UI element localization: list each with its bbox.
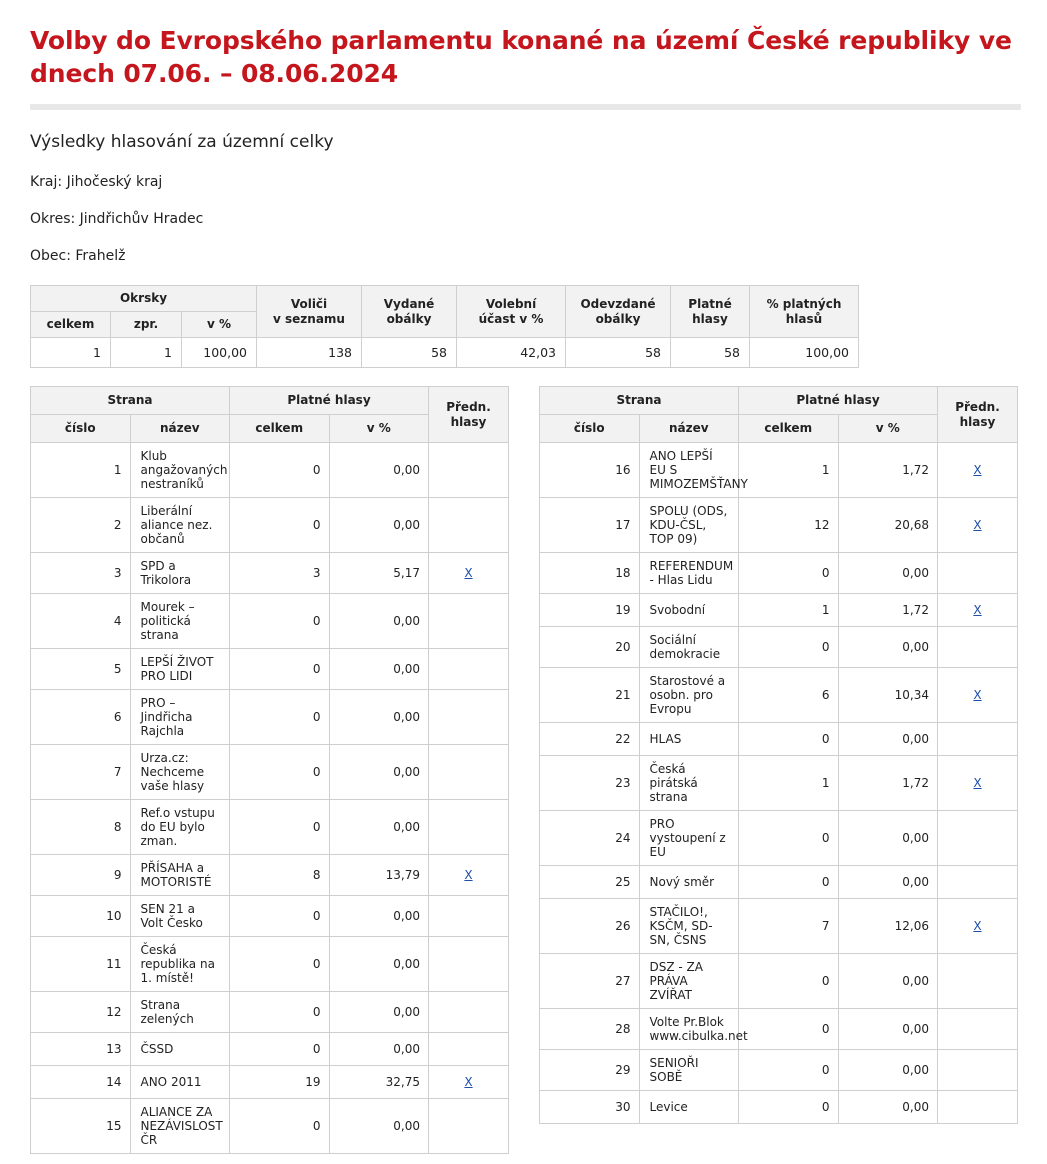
party-number: 27 [540, 954, 640, 1009]
party-votes-total: 1 [739, 594, 839, 627]
party-votes-total: 0 [739, 1050, 839, 1091]
table-row [540, 594, 1018, 627]
party-name: Levice [639, 1091, 739, 1124]
party-votes-percent: 0,00 [329, 1099, 429, 1154]
preferential-votes-link[interactable]: X [973, 463, 982, 477]
party-number: 7 [31, 745, 131, 800]
district-label: Okres: Jindřichův Hradec [30, 211, 204, 227]
party-votes-percent: 32,75 [329, 1066, 429, 1099]
party-number: 12 [31, 992, 131, 1033]
table-row [540, 443, 1018, 498]
party-number: 4 [31, 594, 131, 649]
summary-okrsky-zpr: 1 [111, 338, 182, 368]
table-row [31, 855, 509, 896]
preferential-votes-cell[interactable] [938, 899, 1018, 954]
municipality-label: Obec: Frahelž [30, 248, 126, 264]
party-votes-percent: 0,00 [329, 594, 429, 649]
party-votes-percent: 0,00 [329, 800, 429, 855]
party-number: 23 [540, 756, 640, 811]
party-votes-percent: 0,00 [329, 690, 429, 745]
summary-header-row-1 [31, 286, 859, 312]
party-votes-percent: 0,00 [329, 443, 429, 498]
party-name: ANO LEPŠÍ EU S MIMOZEMŠŤANY [639, 443, 739, 498]
party-name: PŘÍSAHA a MOTORISTÉ [130, 855, 230, 896]
party-votes-total: 7 [739, 899, 839, 954]
party-header-strana: Strana [540, 387, 739, 415]
party-name: STAČILO!, KSČM, SD-SN, ČSNS [639, 899, 739, 954]
preferential-votes-link[interactable]: X [973, 603, 982, 617]
party-rows-right [540, 443, 1018, 1124]
party-results-table-right [539, 386, 1018, 1124]
party-name: Liberální aliance nez. občanů [130, 498, 230, 553]
party-name: SPD a Trikolora [130, 553, 230, 594]
table-row [31, 649, 509, 690]
table-row [540, 1050, 1018, 1091]
preferential-votes-cell[interactable] [938, 594, 1018, 627]
party-votes-percent: 0,00 [838, 627, 938, 668]
party-name: SPOLU (ODS, KDU-ČSL, TOP 09) [639, 498, 739, 553]
party-name: Strana zelených [130, 992, 230, 1033]
preferential-votes-cell [938, 1009, 1018, 1050]
party-votes-total: 0 [230, 937, 330, 992]
party-name: Mourek – politická strana [130, 594, 230, 649]
table-row [31, 553, 509, 594]
preferential-votes-cell [429, 649, 509, 690]
party-votes-total: 0 [230, 1033, 330, 1066]
preferential-votes-cell [938, 954, 1018, 1009]
summary-value-row [31, 338, 859, 368]
preferential-votes-cell [938, 866, 1018, 899]
party-number: 24 [540, 811, 640, 866]
party-number: 1 [31, 443, 131, 498]
party-header-strana: Strana [31, 387, 230, 415]
preferential-votes-link[interactable]: X [973, 919, 982, 933]
party-name: DSZ - ZA PRÁVA ZVÍŘAT [639, 954, 739, 1009]
party-votes-percent: 5,17 [329, 553, 429, 594]
table-row [31, 1066, 509, 1099]
table-row [31, 992, 509, 1033]
party-header-nazev: název [130, 415, 230, 443]
preferential-votes-cell [938, 811, 1018, 866]
party-votes-total: 0 [739, 723, 839, 756]
table-row [540, 668, 1018, 723]
party-votes-percent: 0,00 [329, 649, 429, 690]
party-votes-total: 0 [230, 800, 330, 855]
party-number: 13 [31, 1033, 131, 1066]
preferential-votes-cell[interactable] [938, 498, 1018, 553]
party-number: 14 [31, 1066, 131, 1099]
party-number: 29 [540, 1050, 640, 1091]
party-header-celkem: celkem [230, 415, 330, 443]
party-number: 22 [540, 723, 640, 756]
party-header-platne-hlasy: Platné hlasy [230, 387, 429, 415]
party-name: Svobodní [639, 594, 739, 627]
region-label: Kraj: Jihočeský kraj [30, 174, 163, 190]
party-number: 15 [31, 1099, 131, 1154]
summary-procent-platnych: 100,00 [750, 338, 859, 368]
preferential-votes-cell [429, 1099, 509, 1154]
party-votes-total: 0 [230, 649, 330, 690]
table-row [540, 627, 1018, 668]
party-number: 11 [31, 937, 131, 992]
summary-header-odevzdane-obalky: Odevzdané obálky [566, 286, 671, 338]
summary-header-platne-hlasy: Platné hlasy [671, 286, 750, 338]
summary-odevzdane-obalky: 58 [566, 338, 671, 368]
table-row [31, 1099, 509, 1154]
preferential-votes-cell [429, 937, 509, 992]
preferential-votes-cell [429, 594, 509, 649]
preferential-votes-cell[interactable] [938, 668, 1018, 723]
party-votes-total: 0 [739, 954, 839, 1009]
party-votes-total: 1 [739, 443, 839, 498]
party-header-platne-hlasy: Platné hlasy [739, 387, 938, 415]
summary-header-volebni-ucast: Volební účast v % [457, 286, 566, 338]
party-votes-percent: 0,00 [838, 553, 938, 594]
party-number: 20 [540, 627, 640, 668]
party-votes-percent: 0,00 [329, 896, 429, 937]
party-number: 18 [540, 553, 640, 594]
party-votes-percent: 0,00 [838, 723, 938, 756]
party-name: Nový směr [639, 866, 739, 899]
party-votes-total: 0 [230, 594, 330, 649]
party-header-nazev: název [639, 415, 739, 443]
party-name: Sociální demokracie [639, 627, 739, 668]
party-votes-total: 12 [739, 498, 839, 553]
preferential-votes-cell[interactable] [938, 756, 1018, 811]
table-row [540, 811, 1018, 866]
table-row [540, 866, 1018, 899]
party-votes-percent: 1,72 [838, 443, 938, 498]
section-title: Výsledky hlasování za územní celky [30, 132, 334, 152]
party-name: LEPŠÍ ŽIVOT PRO LIDI [130, 649, 230, 690]
party-votes-percent: 10,34 [838, 668, 938, 723]
preferential-votes-cell[interactable] [429, 553, 509, 594]
summary-header-procent-platnych: % platných hlasů [750, 286, 859, 338]
preferential-votes-cell [429, 443, 509, 498]
party-number: 28 [540, 1009, 640, 1050]
party-header-v-procentech: v % [329, 415, 429, 443]
party-votes-percent: 0,00 [329, 992, 429, 1033]
table-row [31, 745, 509, 800]
party-number: 6 [31, 690, 131, 745]
preferential-votes-cell[interactable] [429, 1066, 509, 1099]
party-number: 21 [540, 668, 640, 723]
party-number: 3 [31, 553, 131, 594]
preferential-votes-link[interactable]: X [973, 688, 982, 702]
summary-header-okrsky-celkem: celkem [31, 312, 111, 338]
preferential-votes-cell [938, 1050, 1018, 1091]
table-row [540, 723, 1018, 756]
party-name: Klub angažovaných nestraníků [130, 443, 230, 498]
page-title: Volby do Evropského parlamentu konané na území České republiky ve dnech 07.06. – 08.06.2024 [30, 26, 1012, 88]
party-votes-total: 1 [739, 756, 839, 811]
preferential-votes-cell[interactable] [938, 443, 1018, 498]
table-row [31, 800, 509, 855]
party-number: 8 [31, 800, 131, 855]
turnout-summary-table [30, 285, 859, 368]
party-votes-total: 0 [230, 896, 330, 937]
table-row [31, 443, 509, 498]
party-votes-total: 0 [230, 992, 330, 1033]
party-name: Ref.o vstupu do EU bylo zman. [130, 800, 230, 855]
table-row [31, 1033, 509, 1066]
summary-volebni-ucast: 42,03 [457, 338, 566, 368]
party-votes-total: 0 [230, 745, 330, 800]
preferential-votes-cell [429, 896, 509, 937]
party-votes-total: 8 [230, 855, 330, 896]
summary-header-okrsky-vproc: v % [182, 312, 257, 338]
table-row [31, 690, 509, 745]
party-name: ALIANCE ZA NEZÁVISLOST ČR [130, 1099, 230, 1154]
party-votes-percent: 0,00 [838, 1091, 938, 1124]
party-votes-percent: 0,00 [838, 954, 938, 1009]
party-name: PRO – Jindřicha Rajchla [130, 690, 230, 745]
preferential-votes-cell [938, 627, 1018, 668]
party-votes-total: 0 [230, 498, 330, 553]
party-number: 5 [31, 649, 131, 690]
party-number: 19 [540, 594, 640, 627]
table-row [540, 1009, 1018, 1050]
party-header-row-1 [31, 387, 509, 415]
party-name: ČSSD [130, 1033, 230, 1066]
preferential-votes-cell [429, 745, 509, 800]
preferential-votes-cell [429, 498, 509, 553]
party-votes-percent: 0,00 [329, 937, 429, 992]
party-votes-percent: 1,72 [838, 594, 938, 627]
party-votes-percent: 0,00 [329, 745, 429, 800]
party-votes-total: 0 [739, 811, 839, 866]
party-votes-percent: 13,79 [329, 855, 429, 896]
summary-header-volici: Voliči v seznamu [257, 286, 362, 338]
party-name: PRO vystoupení z EU [639, 811, 739, 866]
preferential-votes-link[interactable]: X [464, 566, 473, 580]
summary-header-okrsky-zpr: zpr. [111, 312, 182, 338]
party-votes-percent: 0,00 [838, 866, 938, 899]
table-row [540, 756, 1018, 811]
party-name: HLAS [639, 723, 739, 756]
party-votes-total: 3 [230, 553, 330, 594]
party-votes-percent: 0,00 [329, 1033, 429, 1066]
preferential-votes-cell [938, 553, 1018, 594]
party-header-predn-hlasy: Předn. hlasy [429, 387, 509, 443]
party-votes-percent: 0,00 [838, 1009, 938, 1050]
party-name: Volte Pr.Blok www.cibulka.net [639, 1009, 739, 1050]
party-votes-total: 0 [739, 1091, 839, 1124]
party-votes-total: 0 [739, 866, 839, 899]
preferential-votes-cell [429, 1033, 509, 1066]
party-name: SEN 21 a Volt Česko [130, 896, 230, 937]
summary-okrsky-celkem: 1 [31, 338, 111, 368]
party-votes-total: 0 [739, 553, 839, 594]
party-name: Česká republika na 1. místě! [130, 937, 230, 992]
party-votes-total: 0 [230, 443, 330, 498]
table-row [540, 899, 1018, 954]
party-votes-total: 0 [230, 1099, 330, 1154]
party-votes-total: 6 [739, 668, 839, 723]
preferential-votes-link[interactable]: X [973, 776, 982, 790]
party-number: 2 [31, 498, 131, 553]
party-number: 10 [31, 896, 131, 937]
preferential-votes-cell[interactable] [429, 855, 509, 896]
party-votes-percent: 20,68 [838, 498, 938, 553]
party-name: SENIOŘI SOBĚ [639, 1050, 739, 1091]
table-row [540, 553, 1018, 594]
party-votes-total: 0 [739, 627, 839, 668]
preferential-votes-cell [429, 800, 509, 855]
party-name: Česká pirátská strana [639, 756, 739, 811]
party-number: 17 [540, 498, 640, 553]
party-name: Urza.cz: Nechceme vaše hlasy [130, 745, 230, 800]
party-name: Starostové a osobn. pro Evropu [639, 668, 739, 723]
party-header-cislo: číslo [31, 415, 131, 443]
preferential-votes-cell [429, 690, 509, 745]
party-votes-total: 0 [230, 690, 330, 745]
summary-okrsky-vproc: 100,00 [182, 338, 257, 368]
party-number: 9 [31, 855, 131, 896]
preferential-votes-cell [938, 1091, 1018, 1124]
table-row [31, 896, 509, 937]
table-row [540, 498, 1018, 553]
summary-header-vydane-obalky: Vydané obálky [362, 286, 457, 338]
party-votes-percent: 12,06 [838, 899, 938, 954]
party-votes-percent: 0,00 [838, 1050, 938, 1091]
table-row [540, 1091, 1018, 1124]
party-number: 25 [540, 866, 640, 899]
table-row [31, 498, 509, 553]
party-votes-percent: 0,00 [838, 811, 938, 866]
party-header-row-1 [540, 387, 1018, 415]
preferential-votes-link[interactable]: X [464, 1075, 473, 1089]
party-name: ANO 2011 [130, 1066, 230, 1099]
preferential-votes-link[interactable]: X [464, 868, 473, 882]
party-number: 26 [540, 899, 640, 954]
summary-platne-hlasy: 58 [671, 338, 750, 368]
party-results-tables [30, 386, 1021, 1154]
preferential-votes-link[interactable]: X [973, 518, 982, 532]
party-votes-percent: 0,00 [329, 498, 429, 553]
party-votes-total: 19 [230, 1066, 330, 1099]
party-votes-percent: 1,72 [838, 756, 938, 811]
title-divider [30, 104, 1021, 110]
party-header-celkem: celkem [739, 415, 839, 443]
table-row [31, 937, 509, 992]
table-row [31, 594, 509, 649]
party-number: 16 [540, 443, 640, 498]
summary-group-header-okrsky: Okrsky [31, 286, 257, 312]
preferential-votes-cell [938, 723, 1018, 756]
party-header-predn-hlasy: Předn. hlasy [938, 387, 1018, 443]
party-votes-total: 0 [739, 1009, 839, 1050]
party-rows-left [31, 443, 509, 1154]
table-row [540, 954, 1018, 1009]
party-name: REFERENDUM - Hlas Lidu [639, 553, 739, 594]
preferential-votes-cell [429, 992, 509, 1033]
party-header-v-procentech: v % [838, 415, 938, 443]
summary-volici-v-seznamu: 138 [257, 338, 362, 368]
summary-vydane-obalky: 58 [362, 338, 457, 368]
party-results-table-left [30, 386, 509, 1154]
party-number: 30 [540, 1091, 640, 1124]
party-header-cislo: číslo [540, 415, 640, 443]
